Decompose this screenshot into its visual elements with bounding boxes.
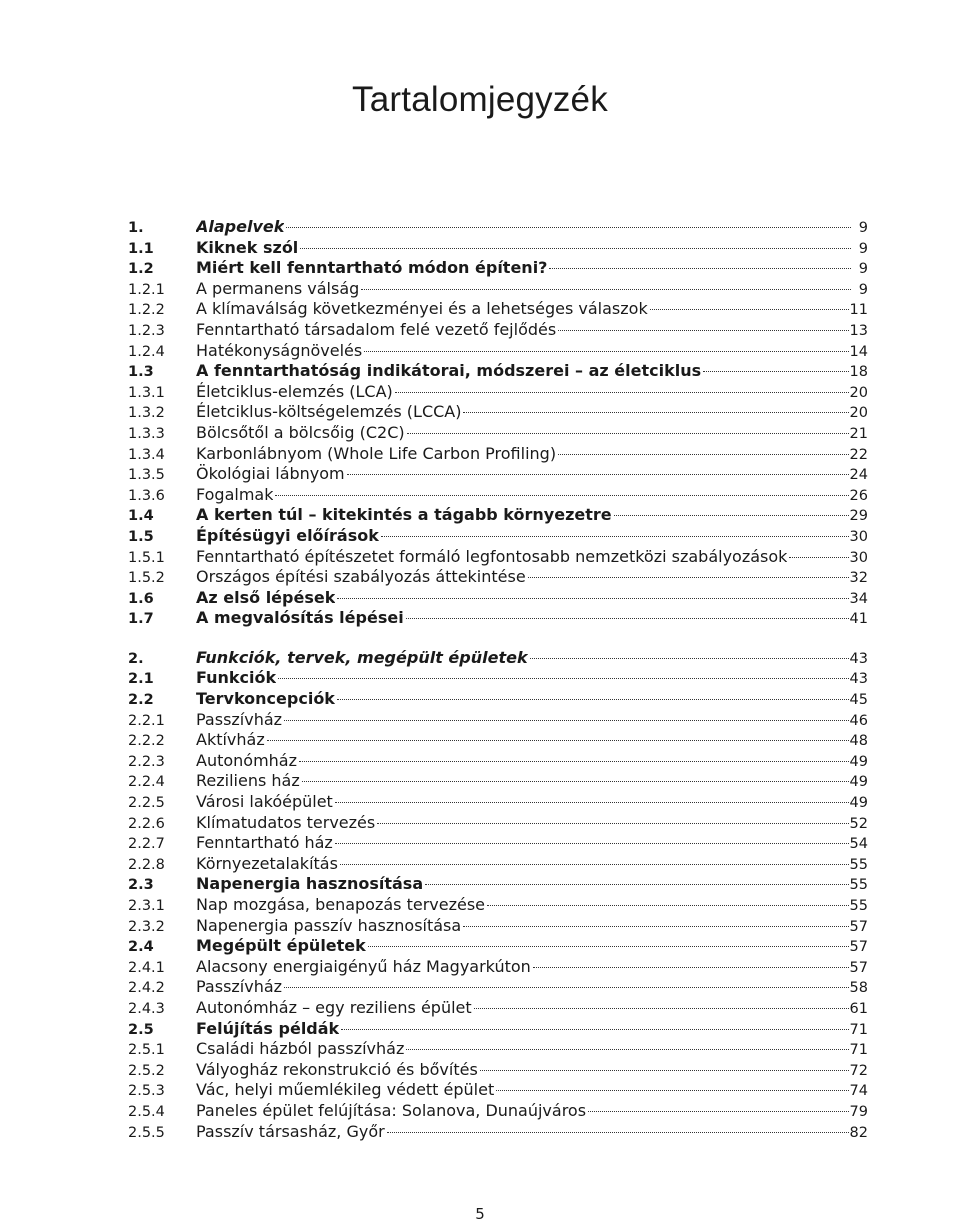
dot-leader bbox=[395, 392, 849, 393]
toc-entry[interactable] bbox=[128, 423, 868, 444]
toc-entry-page: 21 bbox=[849, 425, 868, 442]
toc-entry-title: Felújítás példák bbox=[196, 1018, 340, 1038]
toc-entry-title: Reziliens ház bbox=[196, 771, 300, 791]
toc-entry[interactable] bbox=[128, 402, 868, 423]
dot-leader bbox=[275, 495, 848, 496]
toc-entry-title: Funkciók, tervek, megépült épületek bbox=[196, 647, 528, 667]
toc-entry-page: 54 bbox=[849, 836, 868, 853]
toc-entry-page: 30 bbox=[849, 549, 868, 566]
dot-leader bbox=[361, 289, 851, 290]
toc-entry-title: A megvalósítás lépései bbox=[196, 608, 404, 628]
toc-entry-page: 55 bbox=[849, 898, 868, 914]
dot-leader bbox=[533, 967, 849, 968]
toc-entry[interactable] bbox=[128, 792, 868, 813]
toc-entry[interactable] bbox=[128, 1019, 868, 1040]
dot-leader bbox=[286, 227, 851, 228]
toc-entry-number: 2.2.1 bbox=[128, 712, 165, 729]
toc-entry-title: Napenergia passzív hasznosítása bbox=[196, 915, 462, 935]
toc-entry-page: 72 bbox=[849, 1062, 868, 1079]
toc-entry-number: 1.4 bbox=[128, 508, 154, 525]
toc-entry-title: Autonómház bbox=[196, 750, 298, 770]
dot-leader bbox=[340, 864, 849, 865]
toc-entry[interactable] bbox=[128, 238, 868, 259]
toc-entry[interactable] bbox=[128, 998, 868, 1019]
toc-entry-title: A klímaválság következményei és a lehetséges válaszok bbox=[196, 299, 648, 319]
table-of-contents bbox=[128, 217, 868, 1142]
toc-entry-number: 2.4.3 bbox=[128, 1000, 165, 1017]
toc-entry-page: 18 bbox=[849, 364, 868, 381]
toc-entry-page: 61 bbox=[849, 1000, 868, 1017]
toc-entry-number: 2.4 bbox=[128, 939, 154, 956]
toc-entry[interactable] bbox=[128, 341, 868, 362]
toc-entry[interactable] bbox=[128, 485, 868, 506]
toc-entry-title: A fenntarthatóság indikátorai, módszerei – az életciklus bbox=[196, 361, 702, 381]
toc-entry[interactable] bbox=[128, 668, 868, 689]
toc-entry-title: Passzív társasház, Győr bbox=[196, 1121, 385, 1141]
toc-entry-page: 52 bbox=[849, 815, 868, 832]
toc-entry-number: 2.5.3 bbox=[128, 1083, 165, 1100]
toc-entry-title: Kiknek szól bbox=[196, 237, 299, 257]
toc-entry-number: 2.5.4 bbox=[128, 1103, 165, 1120]
toc-entry-title: Életciklus-költségelemzés (LCCA) bbox=[196, 402, 462, 422]
toc-entry-number: 1.2.1 bbox=[128, 281, 165, 298]
toc-entry-page: 32 bbox=[849, 570, 868, 587]
toc-entry[interactable] bbox=[128, 977, 868, 998]
toc-entry-page: 55 bbox=[849, 877, 868, 894]
dot-leader bbox=[335, 843, 849, 844]
toc-entry-number: 1.2 bbox=[128, 261, 154, 278]
toc-entry-page: 30 bbox=[849, 528, 868, 545]
toc-entry-title: Tervkoncepciók bbox=[196, 689, 335, 709]
toc-entry-number: 1.2.2 bbox=[128, 302, 165, 319]
toc-entry-number: 1.2.3 bbox=[128, 322, 165, 339]
dot-leader bbox=[284, 720, 848, 721]
toc-entry-number: 2.3 bbox=[128, 877, 154, 894]
toc-entry[interactable] bbox=[128, 689, 868, 710]
toc-entry-title: Vályogház rekonstrukció és bővítés bbox=[196, 1059, 478, 1079]
toc-entry[interactable] bbox=[128, 895, 868, 916]
dot-leader bbox=[377, 823, 848, 824]
toc-entry[interactable] bbox=[128, 1122, 868, 1143]
toc-entry-page: 49 bbox=[849, 795, 868, 812]
toc-entry-title: Megépült épületek bbox=[196, 936, 366, 956]
dot-leader bbox=[299, 761, 849, 762]
toc-entry-title: Fogalmak bbox=[196, 484, 274, 504]
toc-entry-page: 55 bbox=[849, 856, 868, 873]
toc-entry[interactable] bbox=[128, 361, 868, 382]
page-title: Tartalomjegyzék bbox=[352, 80, 608, 119]
dot-leader bbox=[558, 454, 848, 455]
toc-entry-number: 2.4.2 bbox=[128, 980, 165, 997]
toc-entry-page: 34 bbox=[849, 590, 868, 607]
toc-entry-title: Funkciók bbox=[196, 668, 277, 688]
toc-entry-number: 1.7 bbox=[128, 611, 154, 628]
toc-entry-number: 1.3.3 bbox=[128, 425, 165, 442]
toc-entry-title: Építésügyi előírások bbox=[196, 525, 379, 545]
toc-entry-number: 2.2 bbox=[128, 692, 154, 709]
toc-entry[interactable] bbox=[128, 258, 868, 279]
toc-entry-page: 41 bbox=[849, 611, 868, 628]
toc-entry-page: 58 bbox=[849, 980, 868, 997]
dot-leader bbox=[614, 515, 849, 516]
toc-entry-title: Passzívház bbox=[196, 709, 283, 729]
toc-entry-number: 2.3.2 bbox=[128, 918, 165, 935]
toc-entry[interactable] bbox=[128, 444, 868, 465]
toc-entry-page: 9 bbox=[858, 261, 868, 278]
toc-entry-title: Környezetalakítás bbox=[196, 853, 338, 873]
toc-entry-page: 45 bbox=[849, 692, 868, 709]
toc-entry-number: 2. bbox=[128, 650, 144, 667]
toc-entry-number: 2.2.5 bbox=[128, 795, 165, 812]
toc-entry-number: 1.5.1 bbox=[128, 549, 165, 566]
toc-entry-title: Fenntartható ház bbox=[196, 833, 333, 853]
toc-entry-title: Karbonlábnyom (Whole Life Carbon Profiling) bbox=[196, 443, 557, 463]
toc-entry-number: 1.3.5 bbox=[128, 467, 165, 484]
toc-entry[interactable] bbox=[128, 1060, 868, 1081]
toc-entry-page: 29 bbox=[849, 508, 868, 525]
toc-entry-number: 2.5.2 bbox=[128, 1062, 165, 1079]
toc-entry[interactable] bbox=[128, 854, 868, 875]
dot-leader bbox=[406, 1049, 848, 1050]
toc-entry[interactable] bbox=[128, 833, 868, 854]
toc-entry[interactable] bbox=[128, 1080, 868, 1101]
toc-entry[interactable] bbox=[128, 588, 868, 609]
toc-entry[interactable] bbox=[128, 547, 868, 568]
toc-entry-title: Ökológiai lábnyom bbox=[196, 464, 345, 484]
toc-entry[interactable] bbox=[128, 320, 868, 341]
dot-leader bbox=[302, 781, 849, 782]
dot-leader bbox=[549, 268, 851, 269]
dot-leader bbox=[474, 1008, 849, 1009]
dot-leader bbox=[278, 678, 848, 679]
toc-entry[interactable] bbox=[128, 567, 868, 588]
toc-entry-title: Városi lakóépület bbox=[196, 792, 333, 812]
toc-entry[interactable] bbox=[128, 217, 868, 238]
dot-leader bbox=[381, 536, 849, 537]
toc-entry-number: 1.3.6 bbox=[128, 487, 165, 504]
toc-entry-page: 43 bbox=[849, 650, 868, 667]
toc-entry-title: Életciklus-elemzés (LCA) bbox=[196, 381, 393, 401]
toc-entry-page: 14 bbox=[849, 343, 868, 360]
toc-entry-page: 26 bbox=[849, 487, 868, 504]
toc-entry-number: 2.1 bbox=[128, 671, 154, 688]
toc-entry-page: 13 bbox=[849, 322, 868, 339]
page-number: 5 bbox=[475, 1205, 485, 1223]
dot-leader bbox=[406, 618, 849, 619]
toc-entry-page: 46 bbox=[849, 712, 868, 729]
dot-leader bbox=[588, 1111, 848, 1112]
toc-entry-title: Fenntartható társadalom felé vezető fejlődés bbox=[196, 319, 557, 339]
toc-entry-page: 43 bbox=[849, 671, 868, 688]
toc-entry[interactable] bbox=[128, 1039, 868, 1060]
dot-leader bbox=[528, 577, 849, 578]
toc-entry-number: 2.2.6 bbox=[128, 815, 165, 832]
toc-entry-number: 2.5.5 bbox=[128, 1124, 165, 1141]
toc-entry-title: A permanens válság bbox=[196, 278, 360, 298]
toc-entry-number: 2.2.8 bbox=[128, 856, 165, 873]
toc-entry-title: Vác, helyi műemlékileg védett épület bbox=[196, 1080, 495, 1100]
toc-entry-number: 2.5.1 bbox=[128, 1042, 165, 1059]
toc-entry-title: A kerten túl – kitekintés a tágabb környezetre bbox=[196, 505, 612, 525]
toc-entry-page: 74 bbox=[849, 1083, 868, 1100]
dot-leader bbox=[337, 699, 849, 700]
dot-leader bbox=[789, 557, 848, 558]
toc-entry-title: Passzívház bbox=[196, 977, 283, 997]
toc-entry-title: Alacsony energiaigényű ház Magyarkúton bbox=[196, 956, 531, 976]
toc-entry-page: 79 bbox=[849, 1103, 868, 1120]
toc-entry-title: Klímatudatos tervezés bbox=[196, 812, 376, 832]
toc-entry-page: 57 bbox=[849, 939, 868, 956]
section-gap bbox=[128, 629, 868, 648]
dot-leader bbox=[558, 330, 848, 331]
toc-entry[interactable] bbox=[128, 874, 868, 895]
dot-leader bbox=[337, 598, 848, 599]
dot-leader bbox=[650, 309, 849, 310]
toc-entry-title: Miért kell fenntartható módon építeni? bbox=[196, 258, 548, 278]
toc-entry-number: 2.4.1 bbox=[128, 959, 165, 976]
dot-leader bbox=[387, 1132, 849, 1133]
toc-entry-number: 2.3.1 bbox=[128, 898, 165, 914]
toc-entry-title: Az első lépések bbox=[196, 587, 336, 607]
toc-entry-number: 1.3.4 bbox=[128, 446, 165, 463]
toc-entry-title: Családi házból passzívház bbox=[196, 1039, 405, 1059]
toc-entry-number: 2.2.2 bbox=[128, 733, 165, 750]
dot-leader bbox=[284, 987, 848, 988]
toc-entry[interactable] bbox=[128, 279, 868, 300]
toc-entry-number: 1.5 bbox=[128, 528, 154, 545]
dot-leader bbox=[463, 412, 848, 413]
toc-entry-page: 71 bbox=[849, 1021, 868, 1038]
toc-entry[interactable] bbox=[128, 771, 868, 792]
toc-entry-page: 22 bbox=[849, 446, 868, 463]
toc-entry[interactable] bbox=[128, 526, 868, 547]
dot-leader bbox=[487, 905, 849, 906]
toc-entry-number: 1.3.1 bbox=[128, 384, 165, 401]
toc-entry-title: Paneles épület felújítása: Solanova, Dunaújváros bbox=[196, 1100, 587, 1120]
toc-entry-number: 2.2.4 bbox=[128, 774, 165, 791]
toc-entry[interactable] bbox=[128, 1101, 868, 1122]
toc-entry-title: Fenntartható építészetet formáló legfontosabb nemzetközi szabályozások bbox=[196, 546, 788, 566]
toc-entry[interactable] bbox=[128, 464, 868, 485]
toc-entry-title: Alapelvek bbox=[196, 217, 285, 236]
toc-entry-title: Aktívház bbox=[196, 730, 265, 750]
toc-entry[interactable] bbox=[128, 730, 868, 751]
toc-entry-number: 1.3 bbox=[128, 364, 154, 381]
toc-entry[interactable] bbox=[128, 916, 868, 937]
toc-entry-number: 2.5 bbox=[128, 1021, 154, 1038]
toc-entry[interactable] bbox=[128, 813, 868, 834]
toc-entry[interactable] bbox=[128, 505, 868, 526]
dot-leader bbox=[267, 740, 849, 741]
toc-entry-title: Napenergia hasznosítása bbox=[196, 874, 424, 894]
toc-entry-page: 49 bbox=[849, 753, 868, 770]
toc-entry-page: 11 bbox=[849, 302, 868, 319]
dot-leader bbox=[335, 802, 849, 803]
toc-entry-page: 48 bbox=[849, 733, 868, 750]
toc-entry-number: 1.6 bbox=[128, 590, 154, 607]
toc-entry-number: 1.5.2 bbox=[128, 570, 165, 587]
toc-entry-page: 9 bbox=[858, 220, 868, 236]
toc-entry-number: 2.2.7 bbox=[128, 836, 165, 853]
toc-entry-page: 57 bbox=[849, 959, 868, 976]
toc-entry[interactable] bbox=[128, 382, 868, 403]
toc-entry[interactable] bbox=[128, 751, 868, 772]
toc-entry-page: 20 bbox=[849, 405, 868, 422]
dot-leader bbox=[407, 433, 849, 434]
toc-entry-title: Hatékonyságnövelés bbox=[196, 340, 363, 360]
toc-entry[interactable] bbox=[128, 648, 868, 669]
toc-entry-page: 82 bbox=[849, 1124, 868, 1141]
dot-leader bbox=[530, 658, 849, 659]
toc-entry-page: 71 bbox=[849, 1042, 868, 1059]
toc-entry-number: 1.1 bbox=[128, 240, 154, 257]
dot-leader bbox=[425, 884, 848, 885]
toc-entry-number: 1. bbox=[128, 220, 144, 236]
dot-leader bbox=[463, 926, 848, 927]
dot-leader bbox=[703, 371, 848, 372]
dot-leader bbox=[341, 1029, 848, 1030]
dot-leader bbox=[368, 946, 849, 947]
toc-entry[interactable] bbox=[128, 608, 868, 629]
toc-entry-number: 2.2.3 bbox=[128, 753, 165, 770]
toc-entry-title: Autonómház – egy reziliens épület bbox=[196, 997, 472, 1017]
toc-entry-page: 20 bbox=[849, 384, 868, 401]
toc-entry[interactable] bbox=[128, 936, 868, 957]
toc-entry-page: 57 bbox=[849, 918, 868, 935]
dot-leader bbox=[480, 1070, 849, 1071]
toc-entry-title: Bölcsőtől a bölcsőig (C2C) bbox=[196, 422, 405, 442]
toc-entry-number: 1.3.2 bbox=[128, 405, 165, 422]
dot-leader bbox=[300, 248, 851, 249]
dot-leader bbox=[496, 1090, 848, 1091]
toc-entry-number: 1.2.4 bbox=[128, 343, 165, 360]
toc-entry[interactable] bbox=[128, 299, 868, 320]
toc-entry-page: 9 bbox=[858, 240, 868, 257]
toc-entry-page: 24 bbox=[849, 467, 868, 484]
dot-leader bbox=[364, 351, 848, 352]
toc-entry[interactable] bbox=[128, 710, 868, 731]
toc-entry-title: Országos építési szabályozás áttekintése bbox=[196, 567, 526, 587]
toc-entry-page: 9 bbox=[858, 281, 868, 298]
toc-entry-page: 49 bbox=[849, 774, 868, 791]
toc-entry[interactable] bbox=[128, 957, 868, 978]
toc-entry-title: Nap mozgása, benapozás tervezése bbox=[196, 895, 486, 914]
dot-leader bbox=[347, 474, 849, 475]
